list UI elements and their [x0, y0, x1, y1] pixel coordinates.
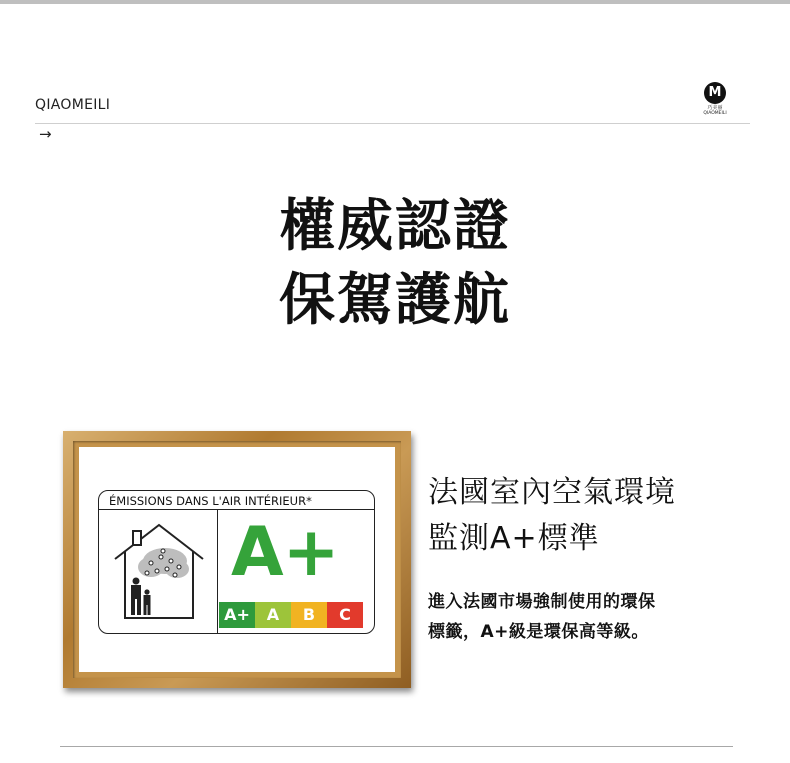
emission-label-title: ÉMISSIONS DANS L'AIR INTÉRIEUR* [109, 494, 312, 508]
grade-scale [219, 602, 363, 628]
scale-grade-b: B [291, 602, 327, 628]
logo-english-text: QIAOMEILI [703, 111, 727, 116]
bottom-divider [60, 746, 733, 747]
label-title-rule [99, 509, 374, 510]
label-divider [217, 510, 218, 633]
info-text-line-2: 標籤，A+級是環保高等級。 [428, 622, 649, 642]
info-text-line-1: 進入法國市場強制使用的環保 [428, 592, 656, 612]
house-pollution-icon [111, 521, 207, 621]
logo-chinese-text: 巧美丽 [707, 105, 723, 111]
headline-line-1: 權威認證 [279, 194, 511, 259]
scale-grade-c: C [327, 602, 363, 628]
top-bar [0, 0, 790, 4]
grade-a-plus: A+ [231, 513, 339, 592]
brand-name: QIAOMEILI [35, 97, 111, 113]
emission-label [98, 490, 375, 634]
scale-grade-a: A [255, 602, 291, 628]
logo-mark: M [704, 82, 726, 104]
header-divider [35, 123, 750, 124]
info-title-line-1: 法國室內空氣環境 [428, 475, 676, 510]
scale-grade-a-plus: A+ [219, 602, 255, 628]
headline-line-2: 保駕護航 [279, 268, 511, 333]
info-title-line-2: 監測A+標準 [428, 521, 600, 556]
brand-logo [700, 82, 730, 116]
arrow-right-icon[interactable]: → [39, 125, 52, 143]
